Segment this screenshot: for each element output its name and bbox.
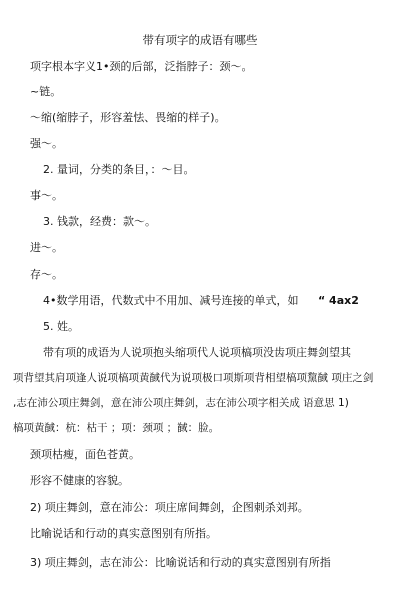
text-line: 存～。 (30, 268, 63, 281)
text-line: 4•数学用语，代数式中不用加、减号连接的单式，如 (43, 294, 299, 307)
text-line: ~链。 (30, 85, 62, 98)
text-line: 带有项的成语为人说项抱头缩项代人说项槁项没齿项庄舞剑望其 (43, 346, 351, 359)
formula-text: “ 4ax2 (318, 294, 359, 307)
text-line: 形容不健康的容貌。 (30, 474, 129, 487)
text-line: 强～。 (30, 137, 63, 150)
text-line: 比喻说话和行动的真实意图别有所指。 (30, 527, 217, 540)
text-line: 5. 姓。 (43, 320, 79, 333)
text-line: 项字根本字义1•颈的后部，泛指脖子：颈～。 (30, 60, 253, 73)
text-line: 3) 项庄舞剑，志在沛公：比喻说话和行动的真实意图别有所指 (30, 556, 331, 569)
text-line: 2. 量词，分类的条目，：～目。 (43, 163, 195, 176)
text-line: 进～。 (30, 241, 63, 254)
text-line: ～缩(缩脖子，形容羞怯、畏缩的样子)。 (30, 111, 226, 124)
text-line: 2) 项庄舞剑，意在沛公：项庄席间舞剑，企图刺杀刘邦。 (30, 501, 309, 514)
text-line: 颈项枯瘦，面色苍黄。 (30, 448, 140, 461)
document-title: 带有项字的成语有哪些 (142, 33, 258, 47)
text-line: ,志在沛公项庄舞剑，意在沛公项庄舞剑，志在沛公项字相关成 语意思 1) (13, 397, 349, 409)
text-line: 槁项黄馘：杭：枯干 ；项：颈项 ；馘：脸。 (13, 422, 220, 434)
text-line: 3. 钱款，经费：款～。 (43, 215, 156, 228)
text-line: 项背望其肩项逢人说项槁项黄馘代为说项极口项斯项背相望槁项黧馘 项庄之剑 (13, 372, 374, 384)
text-line: 事～。 (30, 189, 63, 202)
